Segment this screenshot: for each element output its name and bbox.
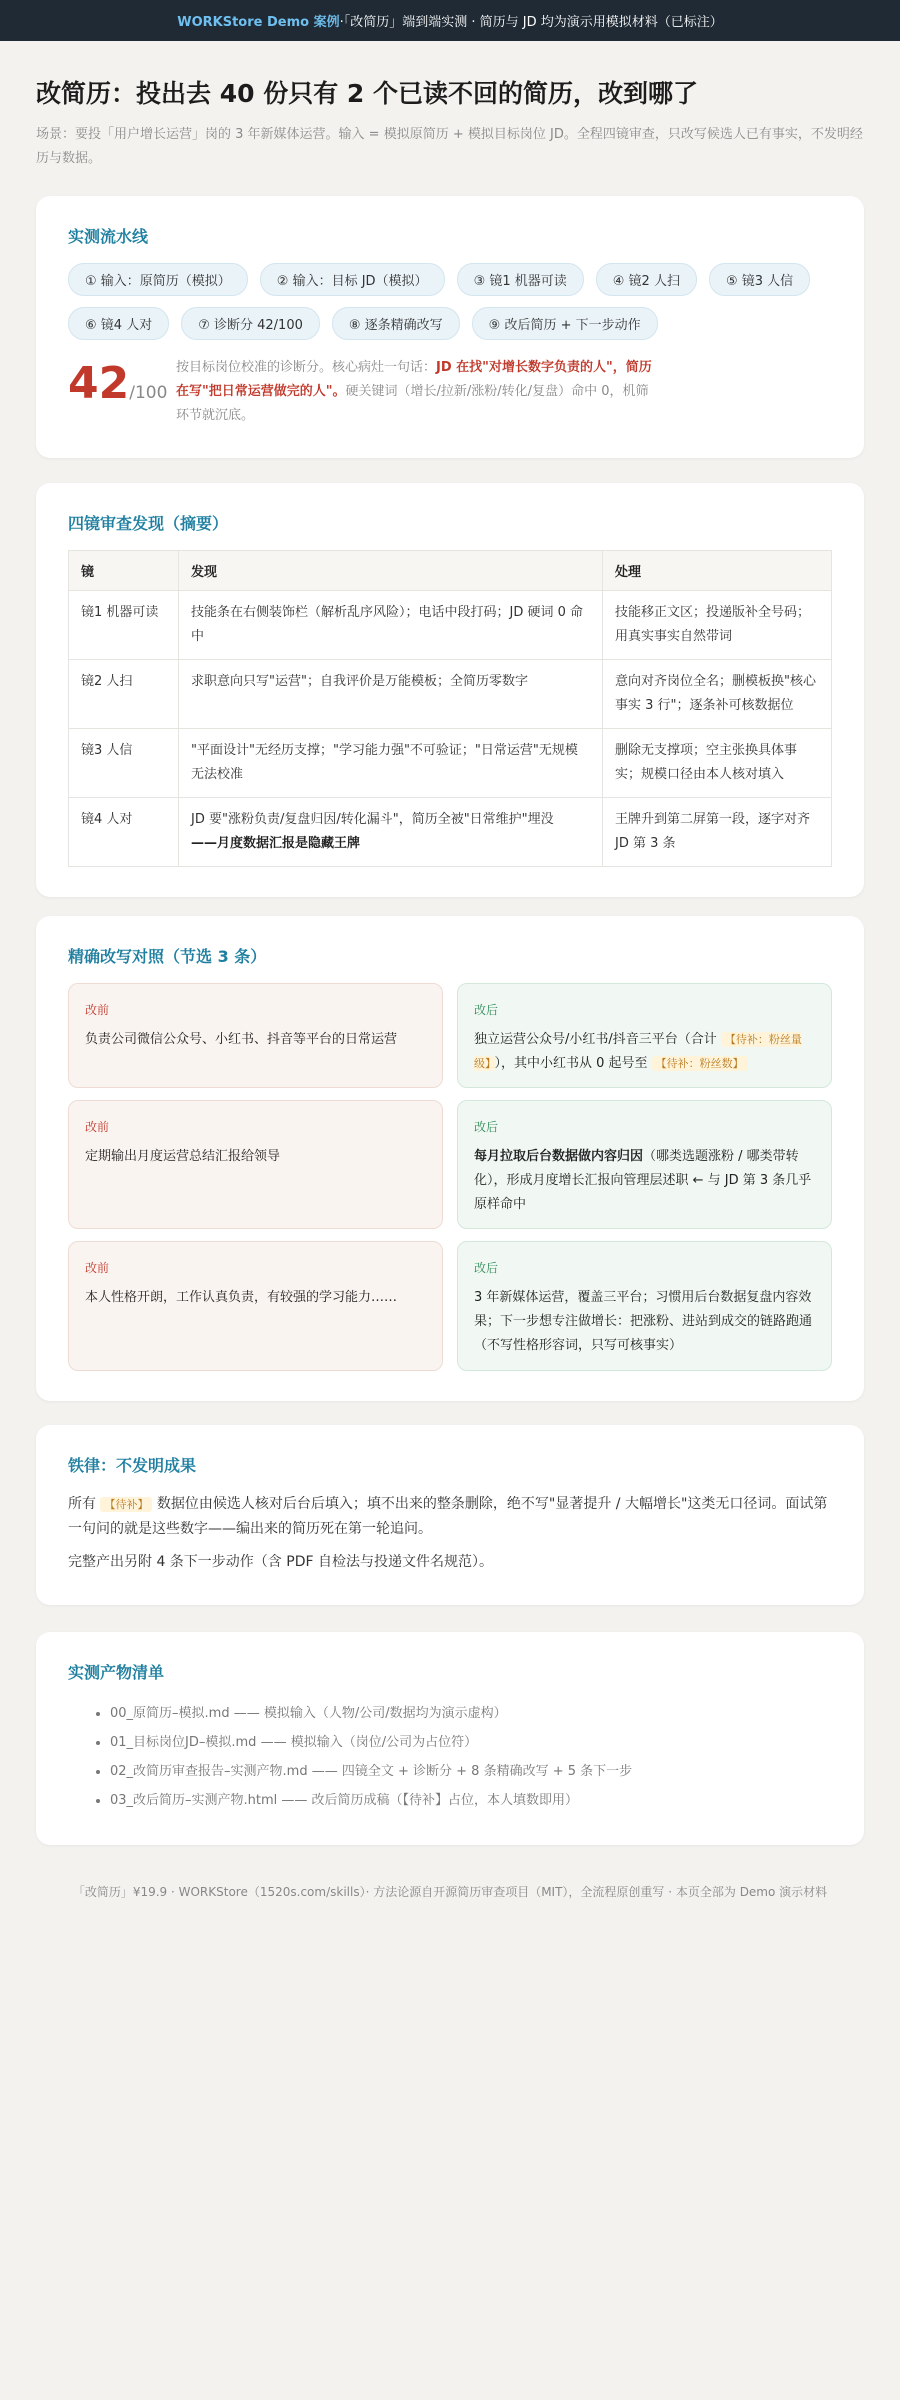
- column-header: 镜: [69, 551, 179, 591]
- after-text-part: 独立运营公众号/小红书/抖音三平台（合计: [474, 1032, 721, 1047]
- list-item: • 01_目标岗位JD–模拟.md —— 模拟输入（岗位/公司为占位符）: [110, 1728, 832, 1757]
- pipeline-steps: [68, 263, 832, 340]
- after-label: 改后: [474, 1003, 499, 1017]
- cell-lens: 镜2 人扫: [69, 660, 179, 729]
- banner-text: ·「改简历」端到端实测 · 简历与 JD 均为演示用模拟材料（已标注）: [339, 15, 723, 30]
- after-text: [474, 1028, 815, 1076]
- score-description: [176, 356, 656, 428]
- rewrite-after: [457, 1241, 832, 1371]
- table-row: [69, 798, 832, 867]
- after-label: 改后: [474, 1261, 499, 1275]
- pipeline-step: ④ 镜2 人扫: [596, 263, 697, 296]
- before-text: 定期输出月度运营总结汇报给领导: [85, 1149, 281, 1164]
- cell-finding: 求职意向只写"运营"；自我评价是万能模板；全简历零数字: [179, 660, 603, 729]
- rewrite-before: [68, 983, 443, 1088]
- after-text-bold: 每月拉取后台数据做内容归因: [474, 1149, 644, 1164]
- after-text: [474, 1145, 815, 1217]
- cell-action: 技能移正文区；投递版补全号码；用真实事实自然带词: [603, 591, 832, 660]
- page-title: 改简历：投出去 40 份只有 2 个已读不回的简历，改到哪了: [36, 79, 699, 108]
- cell-lens: 镜3 人信: [69, 729, 179, 798]
- rule-note: 完整产出另附 4 条下一步动作（含 PDF 自检法与投递文件名规范）。: [68, 1554, 493, 1570]
- rewrite-after: [457, 1100, 832, 1229]
- pipeline-step: ② 输入：目标 JD（模拟）: [260, 263, 445, 296]
- artifacts-heading: 实测产物清单: [68, 1663, 165, 1682]
- cell-finding: "平面设计"无经历支撑；"学习能力强"不可验证；"日常运营"无规模无法校准: [179, 729, 603, 798]
- score-denominator: /100: [129, 383, 168, 403]
- cell-finding: 技能条在右侧装饰栏（解析乱序风险）；电话中段打码；JD 硬词 0 命中: [179, 591, 603, 660]
- rewrite-before: [68, 1241, 443, 1371]
- before-label: 改前: [85, 1003, 110, 1017]
- pending-badge: 【待补：粉丝数】: [652, 1056, 748, 1071]
- rewrite-before: [68, 1100, 443, 1229]
- table-header-row: [69, 551, 832, 591]
- pipeline-step: ③ 镜1 机器可读: [457, 263, 584, 296]
- findings-card: [36, 483, 864, 897]
- column-header: 发现: [179, 551, 603, 591]
- after-text-part: ），其中小红书从 0 起号至: [494, 1056, 652, 1071]
- table-row: [69, 729, 832, 798]
- artifacts-card: [36, 1632, 864, 1845]
- pipeline-step: ⑨ 改后简历 + 下一步动作: [472, 307, 658, 340]
- pipeline-step: ⑤ 镜3 人信: [709, 263, 810, 296]
- pipeline-step: ⑦ 诊断分 42/100: [181, 307, 320, 340]
- findings-table: [68, 550, 832, 867]
- finding-text: JD 要"涨粉负责/复盘归因/转化漏斗"，简历全被"日常维护"埋没: [191, 812, 554, 827]
- rule-card: [36, 1425, 864, 1605]
- rewrite-grid: [68, 983, 832, 1371]
- artifact-list: [68, 1699, 832, 1815]
- pipeline-card: [36, 196, 864, 458]
- findings-heading: 四镜审查发现（摘要）: [68, 514, 229, 533]
- score-desc-a: 按目标岗位校准的诊断分。核心病灶一句话：: [176, 360, 437, 375]
- column-header: 处理: [603, 551, 832, 591]
- cell-lens: 镜4 人对: [69, 798, 179, 867]
- brand-label: WORKStore Demo 案例: [177, 15, 340, 30]
- cell-action: 删除无支撑项；空主张换具体事实；规模口径由本人核对填入: [603, 729, 832, 798]
- pending-badge: 【待补】: [100, 1497, 152, 1512]
- score-row: [68, 356, 832, 428]
- list-item: • 02_改简历审查报告–实测产物.md —— 四镜全文 + 诊断分 + 8 条精确改写 + 5 条下一步: [110, 1757, 832, 1786]
- rewrite-after: [457, 983, 832, 1088]
- pipeline-step: ① 输入：原简历（模拟）: [68, 263, 248, 296]
- rewrites-card: [36, 916, 864, 1401]
- after-label: 改后: [474, 1120, 499, 1134]
- pipeline-step: ⑥ 镜4 人对: [68, 307, 169, 340]
- pipeline-heading: 实测流水线: [68, 227, 149, 246]
- cell-action: 意向对齐岗位全名；删模板换"核心事实 3 行"；逐条补可核数据位: [603, 660, 832, 729]
- before-text: 负责公司微信公众号、小红书、抖音等平台的日常运营: [85, 1032, 398, 1047]
- top-banner: [0, 0, 900, 41]
- pipeline-step: ⑧ 逐条精确改写: [332, 307, 460, 340]
- list-item: • 03_改后简历–实测产物.html —— 改后简历成稿（【待补】占位，本人填数即用）: [110, 1786, 832, 1815]
- after-text: 3 年新媒体运营，覆盖三平台；习惯用后台数据复盘内容效果；下一步想专注做增长：把涨粉、进站到成交的链路跑通（不写性格形容词，只写可核事实）: [474, 1290, 813, 1353]
- rule-heading: 铁律：不发明成果: [68, 1456, 197, 1475]
- rule-text: 数据位由候选人核对后台后填入；填不出来的整条删除，绝不写"显著提升 / 大幅增长"这类无口径词。面试第一句问的就是这些数字——编出来的简历死在第一轮追问。: [68, 1496, 828, 1537]
- cell-finding: [179, 798, 603, 867]
- before-text: 本人性格开朗，工作认真负责，有较强的学习能力……: [85, 1290, 398, 1305]
- before-label: 改前: [85, 1261, 110, 1275]
- cell-lens: 镜1 机器可读: [69, 591, 179, 660]
- page-footer: 「改简历」¥19.9 · WORKStore（1520s.com/skills）· 方法论源自开源简历审查项目（MIT），全流程原创重写 · 本页全部为 Demo 演示材料: [72, 1885, 828, 1899]
- rewrites-heading: 精确改写对照（节选 3 条）: [68, 947, 267, 966]
- finding-key-point: ——月度数据汇报是隐藏王牌: [191, 836, 361, 851]
- pending-badge: 【待补：粉丝量级】: [474, 1033, 802, 1070]
- table-row: [69, 660, 832, 729]
- cell-action: 王牌升到第二屏第一段，逐字对齐 JD 第 3 条: [603, 798, 832, 867]
- rule-text: 所有: [68, 1496, 101, 1512]
- rule-paragraph: [68, 1492, 832, 1542]
- list-item: • 00_原简历–模拟.md —— 模拟输入（人物/公司/数据均为演示虚构）: [110, 1699, 832, 1728]
- before-label: 改前: [85, 1120, 110, 1134]
- after-text-part: （哪类选题涨粉 / 哪类带转化），形成月度增长汇报向管理层述职 ← 与 JD 第 3 条几乎原样命中: [474, 1149, 812, 1212]
- score-value: 42: [68, 358, 130, 409]
- score-desc-b: 硬关键词（增长/拉新/涨粉/转化/复盘）命中 0，机筛环节就沉底。: [176, 384, 649, 423]
- score-desc-highlight: JD 在找"对增长数字负责的人"，简历在写"把日常运营做完的人"。: [176, 360, 652, 399]
- table-row: [69, 591, 832, 660]
- page-subtitle: 场景：要投「用户增长运营」岗的 3 年新媒体运营。输入 = 模拟原简历 + 模拟目标岗位 JD。全程四镜审查，只改写候选人已有事实，不发明经历与数据。: [36, 127, 863, 166]
- diagnosis-score: [68, 356, 176, 421]
